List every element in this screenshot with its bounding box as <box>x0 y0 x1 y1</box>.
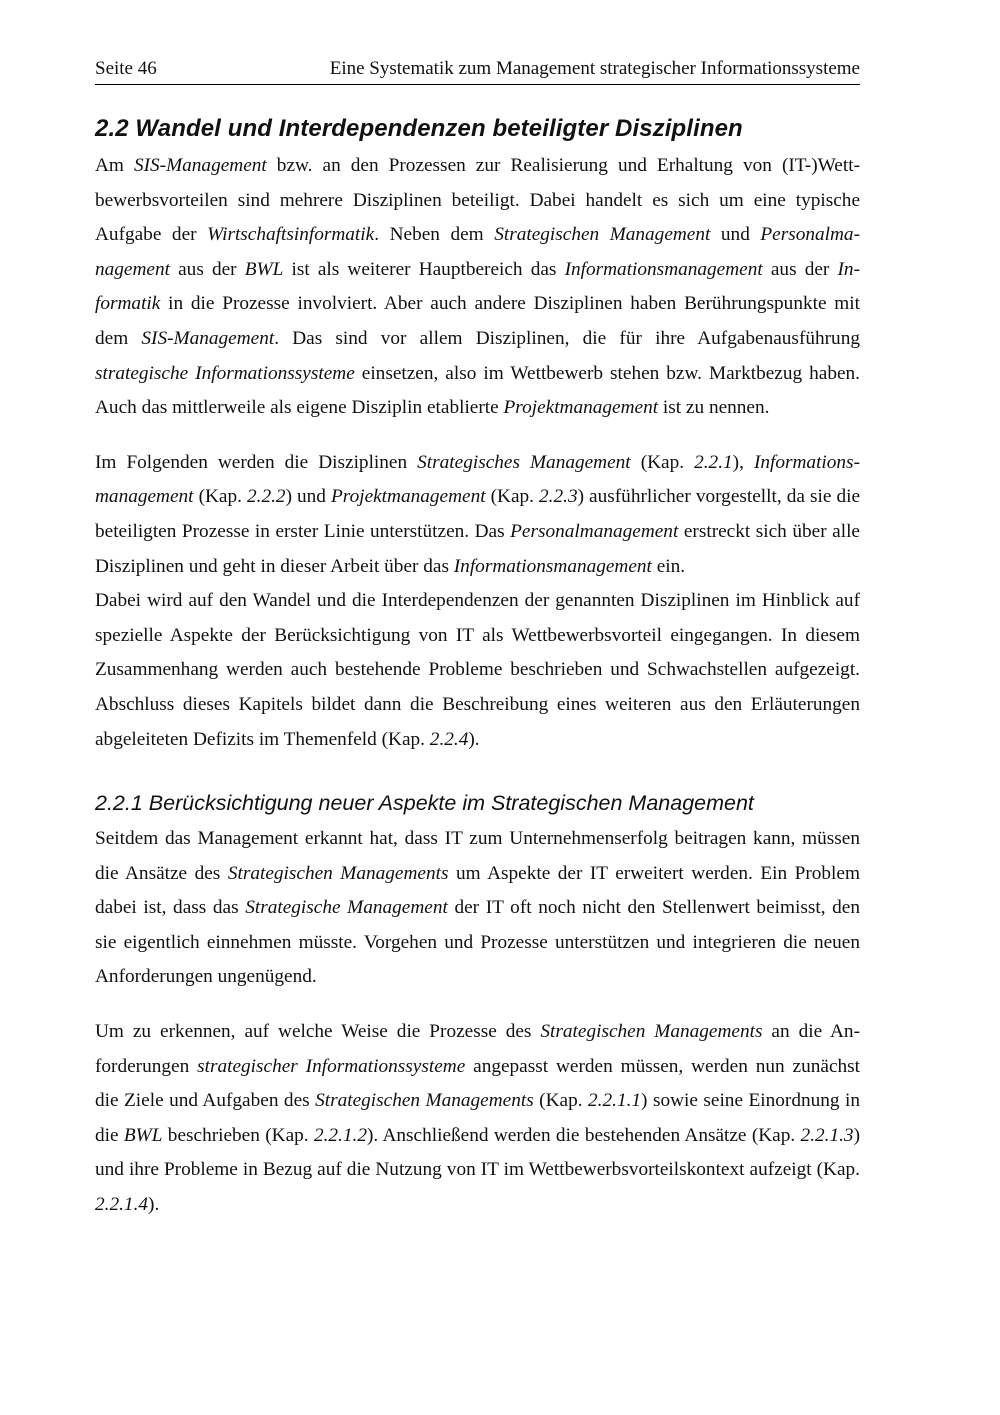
emphasis-text: Informationsmanagement <box>453 555 652 577</box>
text-run: ist als weiterer Hauptbereich das <box>283 258 565 280</box>
emphasis-text: SIS-Management <box>141 327 275 349</box>
text-run: bzw. an den Prozessen zur Realisierung und Erhaltung von (IT-)Wettbewerbsvorteilen sind mehrere Disziplinen beteiligt. Dabei handelt es sich um eine typische Aufgabe der <box>95 155 860 246</box>
text-run: (Kap. <box>485 486 540 508</box>
text-run: angepasst werden müssen, werden nun zunächst die Ziele und Aufgaben des <box>95 1055 861 1112</box>
text-run: Seitdem das Management erkannt hat, dass IT zum Unternehmenserfolg beitragen kann, müssen die Ansätze des <box>95 828 860 884</box>
text-run: ist zu nennen. <box>658 397 770 419</box>
emphasis-text: Strategischen Managements <box>540 1021 763 1043</box>
text-run: . Das sind vor allem Disziplinen, die für ihre Aufgabenausführung <box>274 327 860 349</box>
emphasis-text: 2.2.1.2 <box>313 1124 367 1146</box>
emphasis-text: Strategisches Management <box>417 451 631 473</box>
emphasis-text: strategischer Informationssysteme <box>197 1055 466 1077</box>
emphasis-text: Wirtschaftsinformatik <box>207 224 375 246</box>
emphasis-text: 2.2.1.3 <box>800 1124 854 1146</box>
text-run: ) und ihre Probleme in Bezug auf die Nutzung von IT im Wettbewerbsvorteilskontext aufzeigt (Kap. <box>95 1124 860 1181</box>
text-run: ), <box>732 451 754 473</box>
text-run: ). <box>148 1194 160 1216</box>
emphasis-text: Projektmanagement <box>331 486 486 508</box>
page-number: Seite 46 <box>95 58 157 79</box>
emphasis-text: Strategischen Managements <box>315 1090 534 1112</box>
text-run: ein. <box>651 555 686 577</box>
text-run: (Kap. <box>533 1090 589 1112</box>
text-run: der IT oft noch nicht den Stellenwert beimisst, den sie eigentlich einnehmen müsste. Vorgehen und Prozesse unterstützen und integrieren die neuen Anforderungen ungenügend. <box>95 897 860 988</box>
text-run: aus der <box>762 258 838 280</box>
emphasis-text: Strategischen Managements <box>227 862 449 884</box>
running-title: Eine Systematik zum Management strategischer Informationssysteme <box>329 58 860 79</box>
emphasis-text: 2.2.1.1 <box>588 1090 642 1112</box>
body-paragraph <box>95 446 860 584</box>
emphasis-text: BWL <box>123 1124 163 1146</box>
text-run: Um zu erkennen, auf welche Weise die Prozesse des <box>95 1021 541 1043</box>
text-run: einsetzen, also im Wettbewerb stehen bzw. Marktbezug haben. Auch das mittlerweile als eigene Disziplin etablierte <box>95 362 860 419</box>
body-paragraph <box>95 1015 860 1223</box>
emphasis-text: 2.2.2 <box>247 486 286 508</box>
text-run: (Kap. <box>193 486 247 508</box>
subsection-heading: 2.2.1 Berücksichtigung neuer Aspekte im Strategischen Management <box>95 791 754 816</box>
emphasis-text: Informationsmanagement <box>95 451 860 508</box>
running-header <box>95 58 860 85</box>
text-run: Im Folgenden werden die Disziplinen <box>95 451 418 473</box>
emphasis-text: 2.2.1.4 <box>95 1194 149 1216</box>
emphasis-text: Informatik <box>95 258 860 315</box>
emphasis-text: 2.2.3 <box>539 486 578 508</box>
body-paragraph <box>95 149 860 426</box>
text-run: Am <box>95 155 134 176</box>
emphasis-text: Informationsmanagement <box>564 258 763 280</box>
emphasis-text: strategische Informationssysteme <box>95 362 355 384</box>
emphasis-text: Projektmanagement <box>503 397 659 419</box>
text-run: beschrieben (Kap. <box>162 1124 314 1146</box>
text-run: ) und <box>285 486 331 508</box>
text-run: an die Anforderungen <box>95 1021 860 1077</box>
text-run: . Neben dem <box>374 224 495 246</box>
emphasis-text: Strategischen Management <box>494 224 711 246</box>
text-run: in die Prozesse involviert. Aber auch andere Disziplinen haben Berührungspunkte mit dem <box>95 293 860 349</box>
text-run: aus der <box>169 258 245 280</box>
text-run: ) ausführlicher vorgestellt, da sie die beteiligten Prozesse in erster Linie unterstützen. Das <box>95 486 860 542</box>
text-run: ). <box>468 728 480 750</box>
text-run: Dabei wird auf den Wandel und die Interdependenzen der genannten Disziplinen im Hinblick auf spezielle Aspekte der Berücksichtigung von IT als Wettbewerbsvorteil eingegangen. In diesem Zusammenhang werden auch bestehende Probleme beschrieben und Schwachstellen aufgezeigt. Abschluss dieses Kapitels bildet dann die Beschreibung eines weiteren aus den Erläuterungen abgeleiteten Defizits im Themenfeld (Kap. <box>95 590 860 750</box>
emphasis-text: Personalmanagement <box>95 224 860 280</box>
emphasis-text: Strategische Management <box>245 897 448 919</box>
text-run: ) sowie seine Einordnung in die <box>95 1090 860 1146</box>
body-paragraph <box>95 822 860 995</box>
emphasis-text: 2.2.1 <box>694 451 733 473</box>
emphasis-text: 2.2.4 <box>429 728 469 750</box>
text-run: um Aspekte der IT erweitert werden. Ein Problem dabei ist, dass das <box>95 862 860 919</box>
emphasis-text: BWL <box>244 258 284 280</box>
emphasis-text: Personalmanagement <box>510 520 679 542</box>
text-run: erstreckt sich über alle Disziplinen und geht in dieser Arbeit über das <box>95 520 860 577</box>
text-run: (Kap. <box>630 451 695 473</box>
emphasis-text: SIS-Management <box>133 155 267 176</box>
document-page <box>95 58 860 1223</box>
text-run: ). Anschließend werden die bestehenden Ansätze (Kap. <box>366 1124 801 1146</box>
body-paragraph <box>95 584 860 757</box>
text-run: und <box>710 224 761 246</box>
section-heading: 2.2 Wandel und Interdependenzen beteiligter Disziplinen <box>95 115 743 142</box>
